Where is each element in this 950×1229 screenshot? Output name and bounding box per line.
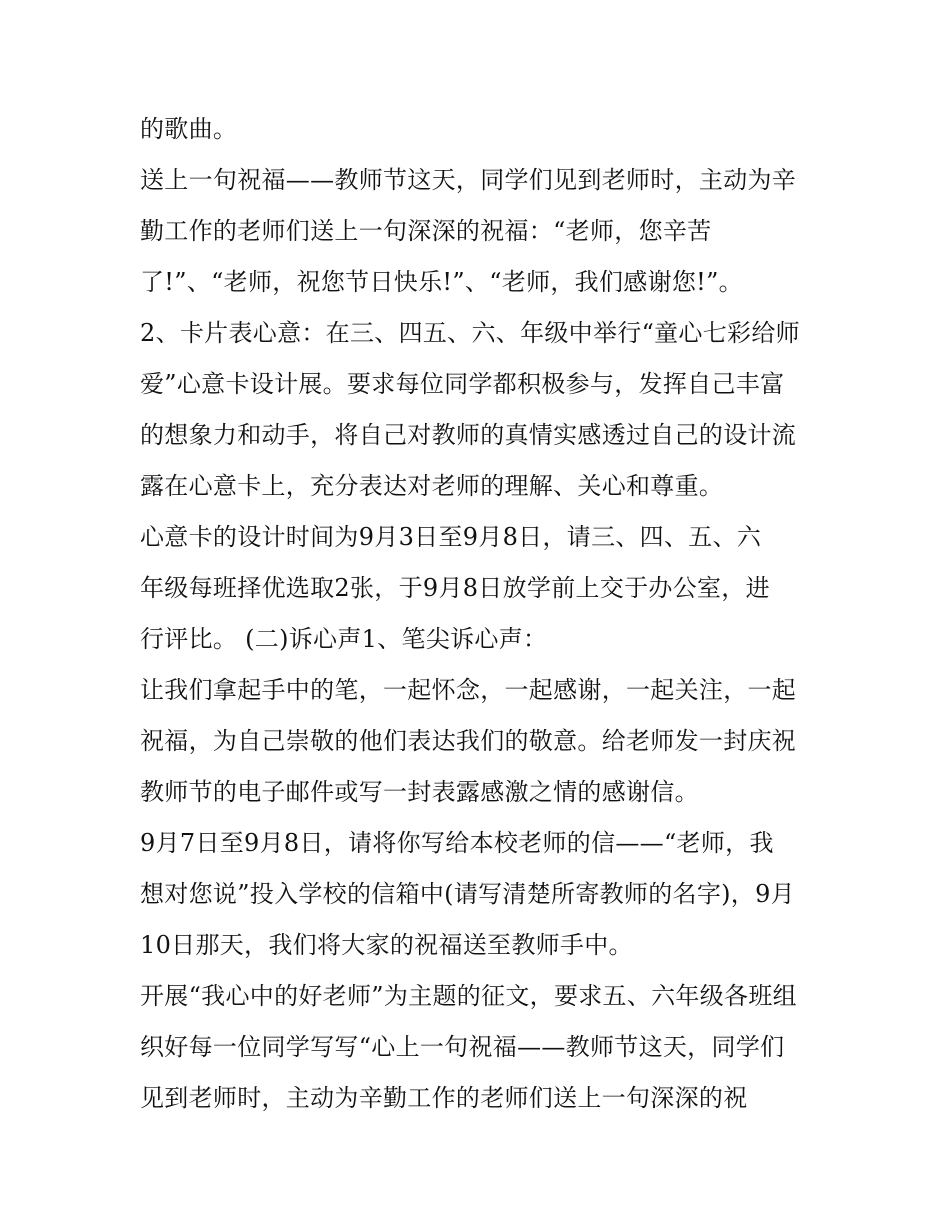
text-line: 10日那天，我们将大家的祝福送至教师手中。 — [140, 931, 633, 959]
text-line: 开展“我心中的好老师”为主题的征文，要求五、六年级各班组 — [140, 982, 797, 1010]
text-line: 想对您说”投入学校的信箱中(请写清楚所寄教师的名字)，9月 — [140, 880, 795, 908]
text-line: 了!”、“老师，祝您节日快乐!”、“老师，我们感谢您!”。 — [140, 268, 743, 296]
text-line: 让我们拿起手中的笔，一起怀念，一起感谢，一起关注，一起 — [140, 676, 797, 704]
text-line: 年级每班择优选取2张，于9月8日放学前上交于办公室，进 — [140, 574, 770, 602]
text-line: 见到老师时，主动为辛勤工作的老师们送上一句深深的祝 — [140, 1084, 748, 1112]
text-line: 教师节的电子邮件或写一封表露感激之情的感谢信。 — [140, 778, 699, 806]
text-line: 送上一句祝福——教师节这天，同学们见到老师时，主动为辛 — [140, 166, 797, 194]
text-line: 祝福，为自己崇敬的他们表达我们的敬意。给老师发一封庆祝 — [140, 727, 797, 755]
text-line: 的想象力和动手，将自己对教师的真情实感透过自己的设计流 — [140, 421, 797, 449]
text-line: 勤工作的老师们送上一句深深的祝福：“老师，您辛苦 — [140, 217, 712, 245]
document-body — [140, 104, 820, 1124]
text-line: 爱”心意卡设计展。要求每位同学都积极参与，发挥自己丰富 — [140, 370, 785, 398]
text-line: 行评比。 (二)诉心声1、笔尖诉心声： — [140, 625, 548, 653]
text-line: 织好每一位同学写写“心上一句祝福——教师节这天，同学们 — [140, 1033, 785, 1061]
text-line: 2、卡片表心意：在三、四五、六、年级中举行“童心七彩给师 — [140, 319, 800, 347]
text-line: 心意卡的设计时间为9月3日至9月8日，请三、四、五、六 — [140, 523, 762, 551]
text-line: 的歌曲。 — [140, 115, 238, 143]
text-line: 9月7日至9月8日，请将你写给本校老师的信——“老师，我 — [140, 829, 774, 857]
text-line: 露在心意卡上，充分表达对老师的理解、关心和尊重。 — [140, 472, 724, 500]
